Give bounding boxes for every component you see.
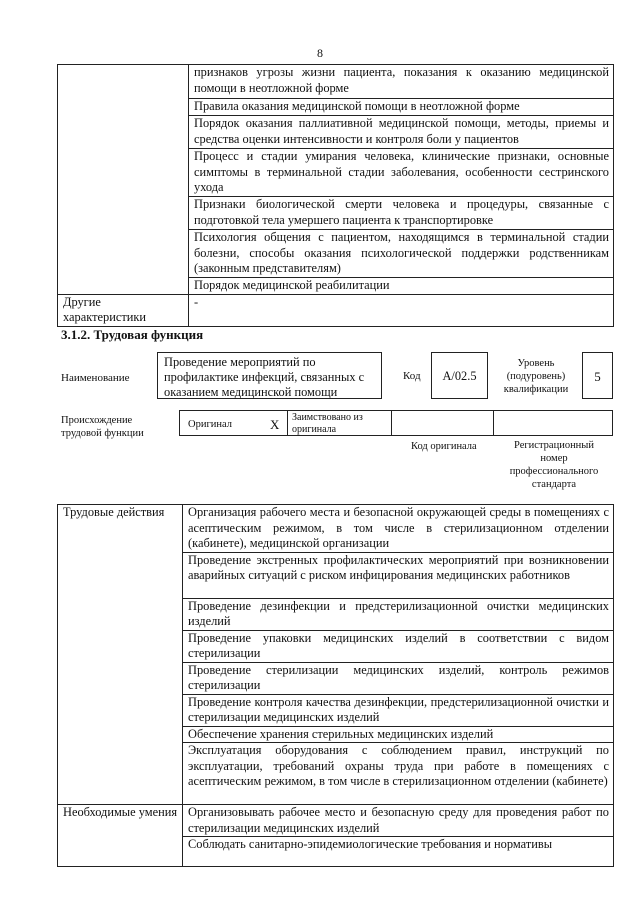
labor-action-item: Проведение стерилизации медицинских изделий, контроль режимов стерилизации bbox=[183, 662, 614, 694]
qualification-level-label: Уровень (подуровень) квалификации bbox=[503, 358, 569, 395]
labor-action-item: Обеспечение хранения стерильных медицинских изделий bbox=[183, 726, 614, 743]
skill-item: Организовывать рабочее место и безопасную среду для проведения работ по стерилизации медицинских изделий bbox=[183, 805, 614, 837]
origin-row-box bbox=[179, 410, 613, 436]
empty-label-cell bbox=[58, 65, 189, 295]
divider bbox=[391, 411, 392, 435]
knowledge-item: признаков угрозы жизни пациента, показания к оказанию медицинской помощи в неотложной форме bbox=[189, 65, 614, 99]
labor-function-table bbox=[57, 504, 614, 867]
required-skills-label: Необходимые умения bbox=[58, 805, 183, 867]
original-label: Оригинал bbox=[188, 419, 232, 430]
knowledge-item: Психология общения с пациентом, находящимся в терминальной стадии болезни, способы оказания психологической поддержки родственникам (законным представителям) bbox=[189, 230, 614, 278]
name-label: Наименование bbox=[61, 372, 130, 384]
original-mark: X bbox=[270, 417, 280, 432]
origin-label: Происхождение трудовой функции bbox=[61, 415, 144, 439]
registration-number-caption: Регистрационный номер профессионального стандарта bbox=[509, 440, 599, 490]
knowledge-item: Порядок оказания паллиативной медицинской помощи, методы, приемы и средства оценки интенсивности и контроля боли у пациентов bbox=[189, 116, 614, 149]
code-value-box: A/02.5 bbox=[431, 352, 488, 399]
divider bbox=[287, 411, 288, 435]
knowledge-item: Порядок медицинской реабилитации bbox=[189, 278, 614, 295]
qualification-level-value: 5 bbox=[582, 352, 613, 399]
code-original-caption: Код оригинала bbox=[411, 441, 477, 452]
labor-action-item: Проведение экстренных профилактических мероприятий при возникновении аварийных ситуаций с риском инфицирования медицинских работников bbox=[183, 552, 614, 598]
code-label: Код bbox=[403, 370, 421, 382]
section-title: 3.1.2. Трудовая функция bbox=[61, 327, 204, 342]
labor-actions-label: Трудовые действия bbox=[58, 505, 183, 805]
other-characteristics-label: Другие характеристики bbox=[58, 294, 189, 326]
labor-action-item: Организация рабочего места и безопасной окружающей среды в помещениях с асептическим режимом, в том числе в стерилизационном отделении (кабинете), медицинской организации bbox=[183, 505, 614, 553]
knowledge-item: Признаки биологической смерти человека и процедуры, связанные с подготовкой тела умершего пациента к транспортировке bbox=[189, 197, 614, 230]
labor-action-item: Проведение упаковки медицинских изделий в соответствии с видом стерилизации bbox=[183, 630, 614, 662]
labor-action-item: Эксплуатация оборудования с соблюдением правил, инструкций по эксплуатации, требований охраны труда при работе в помещениях с асептическим режимом, в том числе в стерилизационном отделении (кабинете) bbox=[183, 743, 614, 805]
borrowed-label: Заимствовано из оригинала bbox=[292, 412, 363, 435]
other-characteristics-value: - bbox=[189, 294, 614, 326]
page-number: 8 bbox=[317, 46, 323, 60]
function-name-box: Проведение мероприятий по профилактике инфекций, связанных с оказанием медицинской помощи bbox=[157, 352, 382, 399]
top-knowledge-table bbox=[57, 64, 614, 327]
skill-item: Соблюдать санитарно-эпидемиологические требования и нормативы bbox=[183, 837, 614, 867]
knowledge-item: Процесс и стадии умирания человека, клинические признаки, основные симптомы в терминальной стадии заболевания, особенности сестринского ухода bbox=[189, 149, 614, 197]
knowledge-item: Правила оказания медицинской помощи в неотложной форме bbox=[189, 99, 614, 116]
labor-action-item: Проведение контроля качества дезинфекции, предстерилизационной очистки и стерилизации медицинских изделий bbox=[183, 694, 614, 726]
divider bbox=[493, 411, 494, 435]
labor-action-item: Проведение дезинфекции и предстерилизационной очистки медицинских изделий bbox=[183, 598, 614, 630]
